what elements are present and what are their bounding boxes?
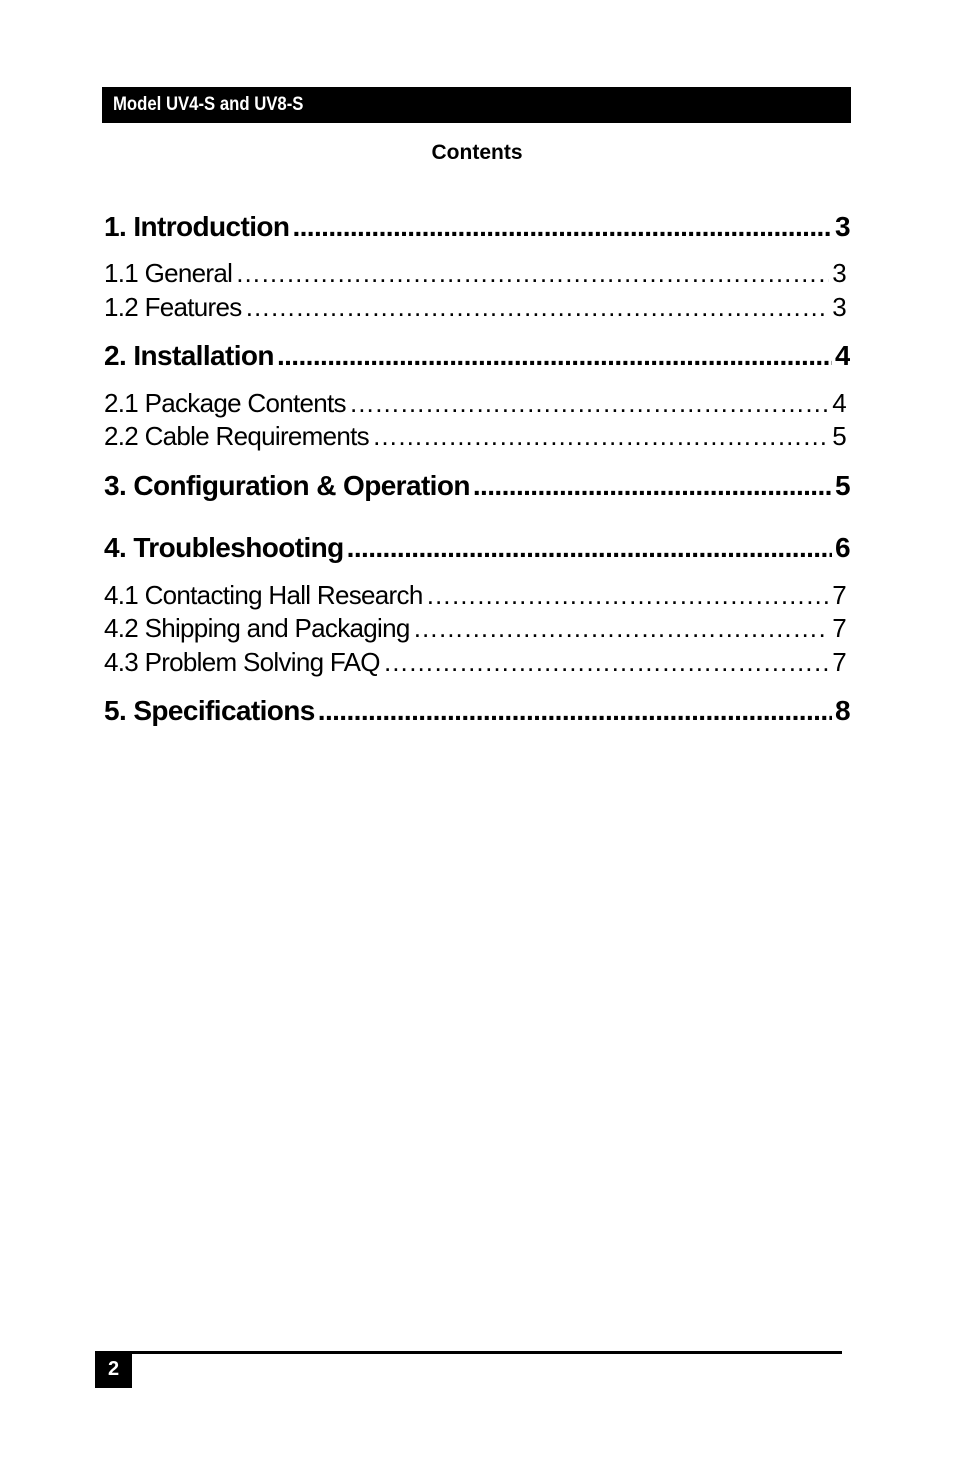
- toc-leader: [372, 420, 829, 453]
- toc-entry-label: 4.3 Problem Solving FAQ: [104, 647, 380, 677]
- toc-leader: [473, 469, 832, 503]
- toc-entry-features[interactable]: [104, 291, 846, 324]
- toc-leader: [349, 387, 829, 420]
- toc-entry-page: 8: [835, 695, 850, 726]
- toc-entry-label: 5. Specifications: [104, 695, 315, 726]
- toc-entry-label: 4.2 Shipping and Packaging: [104, 613, 410, 643]
- running-header-title: Model UV4-S and UV8-S: [113, 94, 304, 115]
- toc-entry-configuration-operation[interactable]: [104, 469, 850, 503]
- toc-entry-page: 3: [832, 258, 846, 288]
- toc-entry-page: 7: [832, 647, 846, 677]
- toc-entry-shipping-packaging[interactable]: [104, 612, 846, 645]
- toc-leader: [245, 291, 830, 324]
- toc-entry-label: 1.2 Features: [104, 292, 242, 322]
- page-title: Contents: [431, 141, 523, 164]
- toc-entry-page: 7: [832, 580, 846, 610]
- toc-entry-contacting-hall-research[interactable]: [104, 579, 846, 612]
- toc-leader: [292, 210, 832, 244]
- toc-entry-cable-requirements[interactable]: [104, 420, 846, 453]
- toc-entry-introduction[interactable]: [104, 210, 850, 244]
- toc-entry-package-contents[interactable]: [104, 387, 846, 420]
- toc-entry-general[interactable]: [104, 257, 846, 290]
- toc-leader: [413, 612, 830, 645]
- running-header: [102, 87, 851, 123]
- footer-rule: [130, 1351, 842, 1354]
- toc-entry-label: 2.2 Cable Requirements: [104, 421, 369, 451]
- toc-leader: [426, 579, 830, 612]
- toc-leader: [235, 257, 829, 290]
- toc-entry-troubleshooting[interactable]: [104, 531, 850, 565]
- toc-leader: [347, 531, 832, 565]
- toc-entry-page: 4: [835, 340, 850, 371]
- toc-entry-page: 3: [835, 211, 850, 242]
- toc-entry-page: 5: [832, 421, 846, 451]
- toc-entry-installation[interactable]: [104, 339, 850, 373]
- page-number: 2: [95, 1351, 132, 1388]
- toc-entry-label: 4. Troubleshooting: [104, 532, 344, 563]
- toc-entry-label: 4.1 Contacting Hall Research: [104, 580, 423, 610]
- toc-entry-label: 3. Configuration & Operation: [104, 470, 470, 501]
- toc-entry-problem-solving-faq[interactable]: [104, 646, 846, 679]
- toc-entry-label: 2. Installation: [104, 340, 274, 371]
- toc-entry-page: 7: [832, 613, 846, 643]
- toc-entry-specifications[interactable]: [104, 694, 850, 728]
- toc-leader: [383, 646, 829, 679]
- toc-entry-label: 1. Introduction: [104, 211, 290, 242]
- toc-entry-page: 5: [835, 470, 850, 501]
- toc-leader: [318, 694, 832, 728]
- toc-entry-page: 3: [832, 292, 846, 322]
- toc-entry-label: 1.1 General: [104, 258, 233, 288]
- toc-entry-page: 6: [835, 532, 850, 563]
- toc-leader: [277, 339, 832, 373]
- toc-entry-page: 4: [832, 388, 846, 418]
- toc-entry-label: 2.1 Package Contents: [104, 388, 346, 418]
